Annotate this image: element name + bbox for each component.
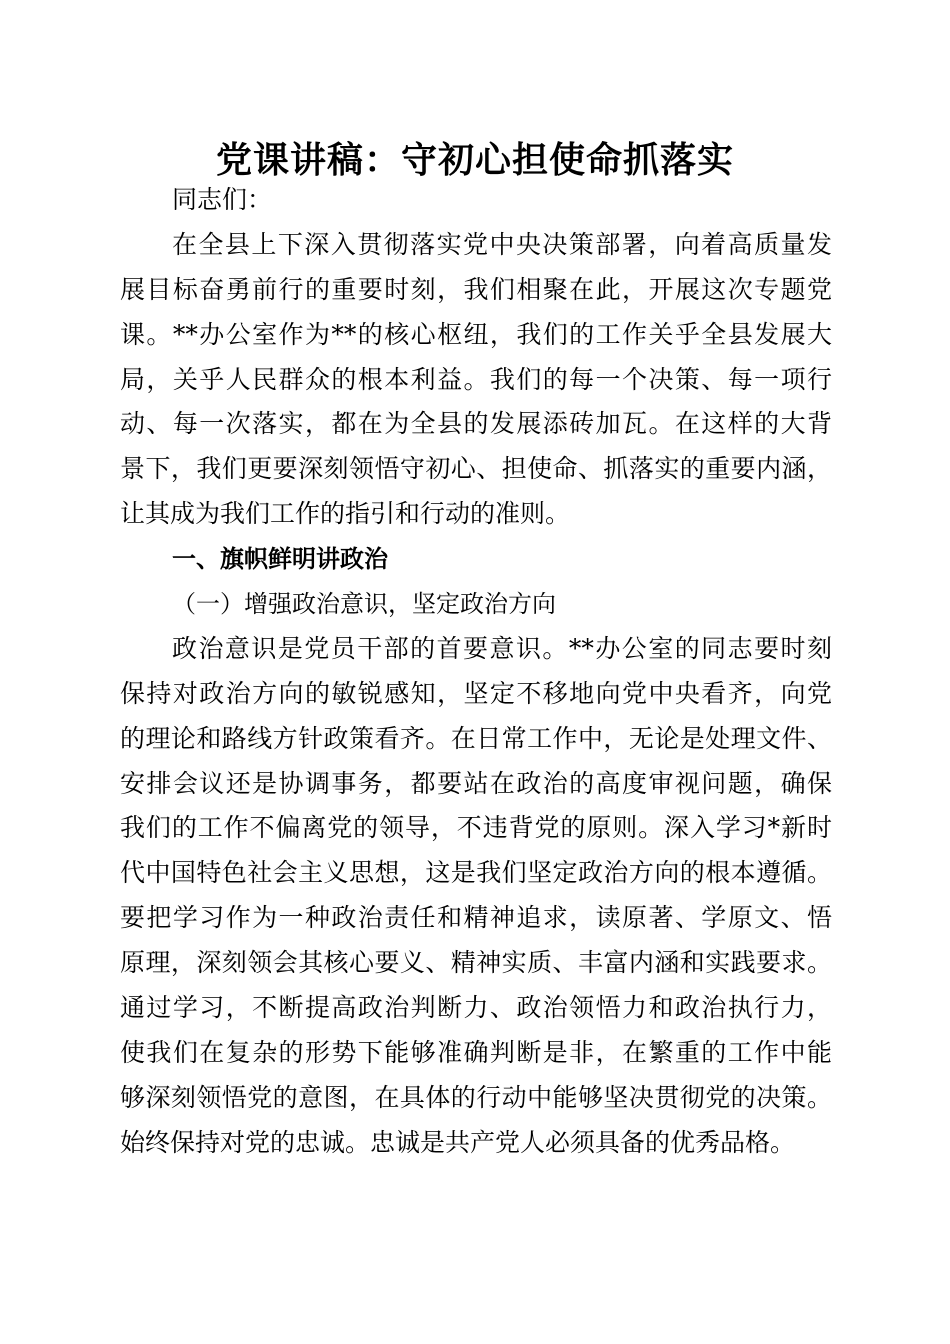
- subsection-heading: （一）增强政治意识，坚定政治方向: [172, 590, 556, 619]
- document-body: [120, 178, 832, 1166]
- paragraph-line: 使我们在复杂的形势下能够准确判断是非，在繁重的工作中能: [120, 1037, 832, 1067]
- section-heading: 一、旗帜鲜明讲政治: [172, 545, 388, 574]
- paragraph-line: 课。**办公室作为**的核心枢纽，我们的工作关乎全县发展大: [120, 319, 832, 349]
- paragraph-line: 让其成为我们工作的指引和行动的准则。: [120, 499, 571, 529]
- paragraph-line: 在全县上下深入贯彻落实党中央决策部署，向着高质量发: [172, 229, 832, 259]
- paragraph-line: 代中国特色社会主义思想，这是我们坚定政治方向的根本遵循。: [120, 858, 832, 888]
- paragraph-line: 政治意识是党员干部的首要意识。**办公室的同志要时刻: [172, 633, 832, 663]
- paragraph-line: 的理论和路线方针政策看齐。在日常工作中，无论是处理文件、: [120, 723, 832, 753]
- paragraph-line: 景下，我们更要深刻领悟守初心、担使命、抓落实的重要内涵，: [120, 454, 832, 484]
- paragraph-line: 通过学习，不断提高政治判断力、政治领悟力和政治执行力，: [120, 993, 832, 1023]
- document-title: 党课讲稿：守初心担使命抓落实: [215, 139, 734, 181]
- paragraph-line: 够深刻领悟党的意图，在具体的行动中能够坚决贯彻党的决策。: [120, 1082, 832, 1112]
- paragraph-line: 局，关乎人民群众的根本利益。我们的每一个决策、每一项行: [120, 364, 832, 394]
- paragraph-line: 展目标奋勇前行的重要时刻，我们相聚在此，开展这次专题党: [120, 274, 832, 304]
- paragraph-line: 始终保持对党的忠诚。忠诚是共产党人必须具备的优秀品格。: [120, 1127, 796, 1157]
- paragraph-line: 安排会议还是协调事务，都要站在政治的高度审视问题，确保: [120, 768, 832, 798]
- paragraph-line: 我们的工作不偏离党的领导，不违背党的原则。深入学习*新时: [120, 813, 832, 843]
- paragraph-line: 要把学习作为一种政治责任和精神追求，读原著、学原文、悟: [120, 903, 832, 933]
- salutation: 同志们：: [172, 185, 273, 214]
- paragraph-line: 保持对政治方向的敏锐感知，坚定不移地向党中央看齐，向党: [120, 678, 832, 708]
- paragraph-line: 原理，深刻领会其核心要义、精神实质、丰富内涵和实践要求。: [120, 948, 832, 978]
- paragraph-line: 动、每一次落实，都在为全县的发展添砖加瓦。在这样的大背: [120, 409, 832, 439]
